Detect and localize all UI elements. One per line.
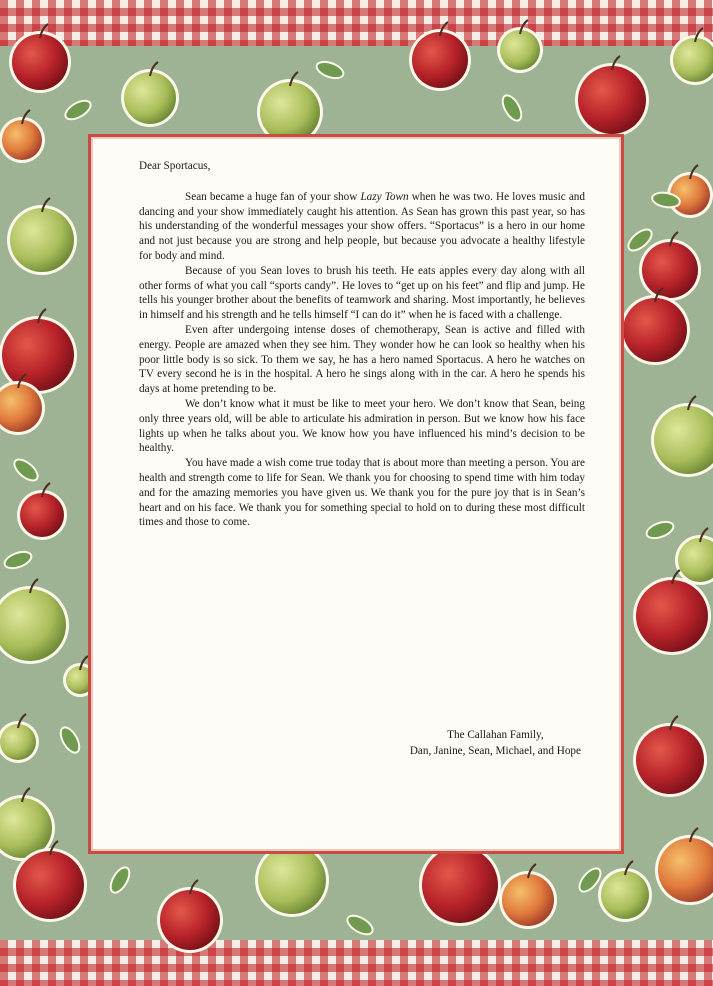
apple-icon bbox=[598, 861, 652, 922]
apple-icon bbox=[0, 714, 39, 763]
leaf-icon bbox=[644, 519, 675, 542]
apple-icon bbox=[499, 864, 557, 929]
leaf-icon bbox=[62, 97, 93, 123]
apple-icon bbox=[655, 828, 713, 905]
show-title: Lazy Town bbox=[360, 190, 409, 203]
apple-icon bbox=[670, 28, 713, 85]
letter-paper bbox=[88, 134, 624, 854]
apple-icon bbox=[7, 198, 77, 275]
apple-icon bbox=[0, 110, 45, 163]
leaf-icon bbox=[344, 912, 375, 938]
signature-family: The Callahan Family, bbox=[447, 729, 544, 741]
paragraph-3: Even after undergoing intense doses of chemotherapy, Sean is active and filled with energy. People are amazed when they see him. They wonder how he can look so healthy when his poor little body is so sick. To them we say, he has a hero named Sportacus. A hero he watches on TV every second he is in the hospital. A hero he sings along with in the car. A hero he spends his days at home pretending to be. bbox=[139, 323, 585, 396]
apple-icon bbox=[575, 56, 649, 137]
apple-icon bbox=[17, 483, 67, 540]
salutation: Dear Sportacus, bbox=[139, 160, 211, 172]
apple-icon bbox=[157, 880, 223, 953]
signature-block bbox=[410, 727, 581, 759]
paragraph-1 bbox=[139, 190, 585, 264]
leaf-icon bbox=[11, 456, 41, 485]
apple-icon bbox=[0, 579, 69, 664]
paragraph-1-end: when he was two. He loves music and dancing and your show immediately caught his attention. As Sean has grown this past year, so has his understanding of the wonderful messages your show offers. “Sportacus” is a hero in our home and not just because you are strong and help people, but because you advocate a healthy lifestyle for body and mind. bbox=[139, 190, 585, 262]
apple-icon bbox=[9, 24, 71, 93]
apple-icon bbox=[409, 22, 471, 91]
leaf-icon bbox=[314, 59, 345, 82]
leaf-icon bbox=[107, 864, 133, 895]
apple-icon bbox=[651, 396, 713, 477]
apple-icon bbox=[667, 165, 713, 218]
apple-icon bbox=[0, 309, 77, 394]
apple-icon bbox=[675, 528, 713, 585]
signature-names: Dan, Janine, Sean, Michael, and Hope bbox=[409, 745, 581, 757]
paragraph-2: Because of you Sean loves to brush his teeth. He eats apples every day along with all other forms of what you call “sports candy”. He loves to “get up on his feet” and flip and jump. He tells his younger brother about the benefits of teamwork and sharing. Most importantly, he believes in himself and his strength and he tells himself “I can do it” when he is faced with a challenge. bbox=[139, 264, 585, 322]
leaf-icon bbox=[57, 724, 83, 755]
paragraph-5: You have made a wish come true today that is about more than meeting a person. You are health and strength come to life for Sean. We thank you for choosing to spend time with him today and for the amazing memories you have given us. We thank you for the pure joy that is in Sean’s heart and on his face. We thank you for something special to hold on to during these most difficult times and those to come. bbox=[139, 457, 585, 529]
apple-icon bbox=[121, 62, 179, 127]
apple-icon bbox=[620, 288, 690, 365]
paragraph-4: We don’t know what it must be like to meet your hero. We don’t know that Sean, being only three years old, will be able to articulate his admiration in person. But we know how his face lights up when he talks about you. We know how you have influenced his mind’s decision to be healthy. bbox=[139, 397, 585, 455]
letter-body bbox=[139, 159, 585, 530]
leaf-icon bbox=[2, 549, 33, 572]
leaf-icon bbox=[499, 92, 525, 123]
apple-icon bbox=[497, 20, 543, 73]
paragraph-1-start: Sean became a huge fan of your show bbox=[185, 190, 361, 203]
apple-icon bbox=[633, 716, 707, 797]
